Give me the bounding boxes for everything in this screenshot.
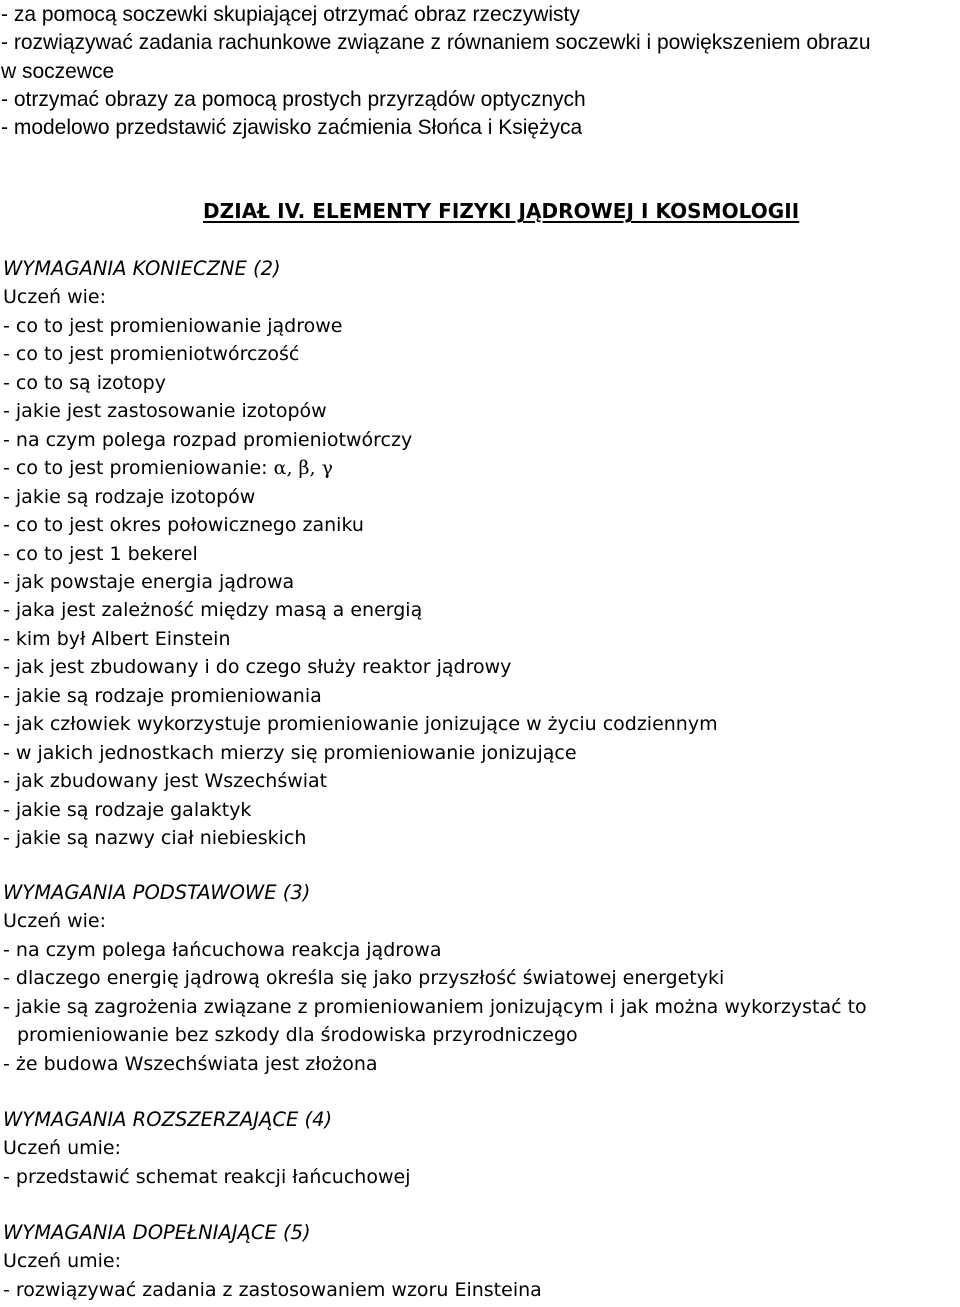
list-item: - jaka jest zależność między masą a energią: [3, 599, 423, 622]
list-item: - jak jest zbudowany i do czego służy reaktor jądrowy: [3, 656, 512, 679]
section-subheading: Uczeń umie:: [3, 1137, 122, 1160]
list-item: - modelowo przedstawić zjawisko zaćmienia Słońca i Księżyca: [1, 116, 583, 140]
section-konieczne: [3, 255, 718, 853]
list-item: - jakie są nazwy ciał niebieskich: [3, 827, 307, 850]
section-heading: WYMAGANIA KONIECZNE (2): [3, 257, 281, 280]
list-item: - co to są izotopy: [3, 371, 166, 394]
list-item: - co to jest promieniotwórczość: [3, 343, 300, 366]
list-item: - rozwiązywać zadania rachunkowe związane z równaniem soczewki i powiększeniem obrazu: [1, 31, 871, 55]
chapter-title: DZIAŁ IV. ELEMENTY FIZYKI JĄDROWEJ I KOSMOLOGII: [203, 199, 800, 223]
list-item-text: - co to jest promieniowanie:: [3, 457, 268, 480]
list-item: - jak człowiek wykorzystuje promieniowanie jonizujące w życiu codziennym: [3, 713, 718, 736]
list-item: [3, 454, 718, 482]
list-item: w soczewce: [1, 59, 115, 83]
intro-list: [1, 1, 871, 142]
list-item: - jak powstaje energia jądrowa: [3, 570, 295, 593]
section-heading: WYMAGANIA PODSTAWOWE (3): [3, 881, 311, 904]
section-podstawowe: [3, 879, 867, 1078]
list-item: - jakie są rodzaje izotopów: [3, 485, 256, 508]
section-subheading: Uczeń umie:: [3, 1250, 122, 1273]
list-item: - dlaczego energię jądrową określa się jako przyszłość światowej energetyki: [3, 967, 725, 990]
greek-letters: α, β, γ: [273, 457, 333, 480]
list-item: - że budowa Wszechświata jest złożona: [3, 1052, 378, 1075]
section-dopelniajace: [3, 1219, 542, 1304]
section-rozszerzajace: [3, 1106, 410, 1191]
list-item: - kim był Albert Einstein: [3, 627, 231, 650]
section-subheading: Uczeń wie:: [3, 910, 107, 933]
list-item: - co to jest 1 bekerel: [3, 542, 198, 565]
section-heading: WYMAGANIA ROZSZERZAJĄCE (4): [3, 1108, 333, 1131]
list-item: - co to jest promieniowanie jądrowe: [3, 314, 343, 337]
list-item: - co to jest okres połowicznego zaniku: [3, 514, 364, 537]
list-item: - rozwiązywać zadania z zastosowaniem wzoru Einsteina: [3, 1278, 542, 1301]
list-item: - na czym polega łańcuchowa reakcja jądrowa: [3, 938, 442, 961]
section-subheading: Uczeń wie:: [3, 286, 107, 309]
list-item: - przedstawić schemat reakcji łańcuchowej: [3, 1165, 411, 1188]
list-item: - jakie są rodzaje promieniowania: [3, 684, 322, 707]
list-item: - w jakich jednostkach mierzy się promieniowanie jonizujące: [3, 741, 577, 764]
list-item-continuation: promieniowanie bez szkody dla środowiska przyrodniczego: [17, 1024, 578, 1047]
list-item: - za pomocą soczewki skupiającej otrzymać obraz rzeczywisty: [1, 3, 580, 26]
list-item: - na czym polega rozpad promieniotwórczy: [3, 428, 413, 451]
list-item: - otrzymać obrazy za pomocą prostych przyrządów optycznych: [1, 87, 586, 111]
list-item: - jak zbudowany jest Wszechświat: [3, 770, 328, 793]
list-item: - jakie są rodzaje galaktyk: [3, 798, 252, 821]
section-heading: WYMAGANIA DOPEŁNIAJĄCE (5): [3, 1221, 311, 1244]
list-item: - jakie jest zastosowanie izotopów: [3, 400, 327, 423]
list-item: - jakie są zagrożenia związane z promieniowaniem jonizującym i jak można wykorzystać to: [3, 995, 867, 1018]
